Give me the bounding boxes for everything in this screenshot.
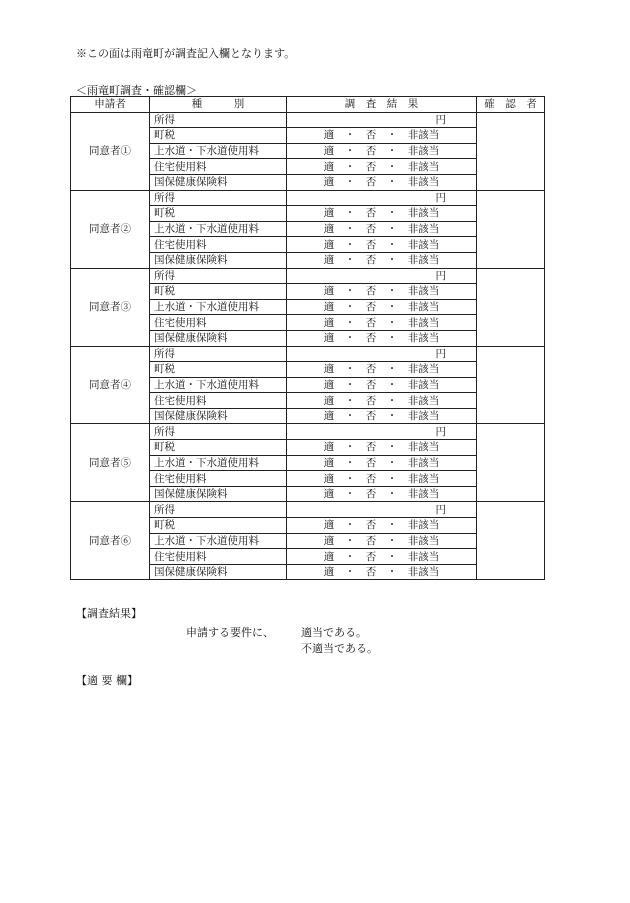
category-cell: 住宅使用料 — [150, 159, 287, 175]
header-applicant: 申請者 — [71, 97, 150, 113]
person-label: 同意者⑥ — [71, 502, 150, 580]
person-label: 同意者③ — [71, 268, 150, 346]
person-label: 同意者④ — [71, 346, 150, 424]
category-cell: 住宅使用料 — [150, 237, 287, 253]
header-category: 種 別 — [150, 97, 287, 113]
category-cell: 町税 — [150, 518, 287, 534]
result-choice-cell[interactable]: 適 ・ 否 ・ 非該当 — [287, 299, 477, 315]
category-cell: 上水道・下水道使用料 — [150, 455, 287, 471]
category-cell: 所得 — [150, 424, 287, 440]
category-cell: 国保健康保険料 — [150, 330, 287, 346]
result-choice-cell[interactable]: 適 ・ 否 ・ 非該当 — [287, 252, 477, 268]
category-cell: 町税 — [150, 284, 287, 300]
table-row — [71, 502, 545, 518]
result-choice-cell[interactable]: 適 ・ 否 ・ 非該当 — [287, 315, 477, 331]
header-result: 調 査 結 果 — [287, 97, 477, 113]
income-amount-field[interactable]: 円 — [287, 268, 477, 284]
category-cell: 上水道・下水道使用料 — [150, 377, 287, 393]
category-cell: 住宅使用料 — [150, 393, 287, 409]
category-cell: 所得 — [150, 502, 287, 518]
section-label: ＜雨竜町調査・確認欄＞ — [76, 84, 197, 97]
table-row — [71, 190, 545, 206]
category-cell: 住宅使用料 — [150, 471, 287, 487]
category-cell: 町税 — [150, 128, 287, 144]
result-choice-cell[interactable]: 適 ・ 否 ・ 非該当 — [287, 486, 477, 502]
survey-result-option-inappropriate[interactable]: 不適当である。 — [301, 642, 378, 655]
result-choice-cell[interactable]: 適 ・ 否 ・ 非該当 — [287, 221, 477, 237]
category-cell: 町税 — [150, 362, 287, 378]
form-note: ※この面は雨竜町が調査記入欄となります。 — [76, 47, 296, 60]
survey-table — [70, 96, 545, 580]
category-cell: 所得 — [150, 268, 287, 284]
confirmer-field[interactable] — [477, 112, 545, 190]
confirmer-field[interactable] — [477, 424, 545, 502]
income-amount-field[interactable]: 円 — [287, 502, 477, 518]
category-cell: 住宅使用料 — [150, 549, 287, 565]
result-choice-cell[interactable]: 適 ・ 否 ・ 非該当 — [287, 455, 477, 471]
confirmer-field[interactable] — [477, 268, 545, 346]
result-choice-cell[interactable]: 適 ・ 否 ・ 非該当 — [287, 128, 477, 144]
header-confirmer: 確 認 者 — [477, 97, 545, 113]
result-choice-cell[interactable]: 適 ・ 否 ・ 非該当 — [287, 237, 477, 253]
category-cell: 所得 — [150, 190, 287, 206]
result-choice-cell[interactable]: 適 ・ 否 ・ 非該当 — [287, 362, 477, 378]
category-cell: 国保健康保険料 — [150, 408, 287, 424]
income-amount-field[interactable]: 円 — [287, 112, 477, 128]
category-cell: 町税 — [150, 206, 287, 222]
income-amount-field[interactable]: 円 — [287, 346, 477, 362]
category-cell: 上水道・下水道使用料 — [150, 221, 287, 237]
survey-result-title: 【調査結果】 — [76, 607, 142, 620]
result-choice-cell[interactable]: 適 ・ 否 ・ 非該当 — [287, 377, 477, 393]
result-choice-cell[interactable]: 適 ・ 否 ・ 非該当 — [287, 174, 477, 190]
category-cell: 町税 — [150, 440, 287, 456]
category-cell: 所得 — [150, 346, 287, 362]
table-row — [71, 346, 545, 362]
result-choice-cell[interactable]: 適 ・ 否 ・ 非該当 — [287, 393, 477, 409]
survey-result-prefix: 申請する要件に、 — [186, 626, 274, 639]
category-cell: 住宅使用料 — [150, 315, 287, 331]
result-choice-cell[interactable]: 適 ・ 否 ・ 非該当 — [287, 549, 477, 565]
confirmer-field[interactable] — [477, 502, 545, 580]
result-choice-cell[interactable]: 適 ・ 否 ・ 非該当 — [287, 471, 477, 487]
result-choice-cell[interactable]: 適 ・ 否 ・ 非該当 — [287, 533, 477, 549]
table-row — [71, 112, 545, 128]
income-amount-field[interactable]: 円 — [287, 190, 477, 206]
category-cell: 国保健康保険料 — [150, 564, 287, 580]
category-cell: 国保健康保険料 — [150, 252, 287, 268]
result-choice-cell[interactable]: 適 ・ 否 ・ 非該当 — [287, 518, 477, 534]
result-choice-cell[interactable]: 適 ・ 否 ・ 非該当 — [287, 440, 477, 456]
category-cell: 国保健康保険料 — [150, 486, 287, 502]
person-label: 同意者⑤ — [71, 424, 150, 502]
table-row — [71, 424, 545, 440]
result-choice-cell[interactable]: 適 ・ 否 ・ 非該当 — [287, 284, 477, 300]
result-choice-cell[interactable]: 適 ・ 否 ・ 非該当 — [287, 408, 477, 424]
person-label: 同意者② — [71, 190, 150, 268]
confirmer-field[interactable] — [477, 190, 545, 268]
category-cell: 上水道・下水道使用料 — [150, 143, 287, 159]
result-choice-cell[interactable]: 適 ・ 否 ・ 非該当 — [287, 143, 477, 159]
category-cell: 国保健康保険料 — [150, 174, 287, 190]
table-row — [71, 268, 545, 284]
table-header-row — [71, 97, 545, 113]
income-amount-field[interactable]: 円 — [287, 424, 477, 440]
category-cell: 上水道・下水道使用料 — [150, 299, 287, 315]
survey-result-option-appropriate[interactable]: 適当である。 — [301, 626, 367, 639]
category-cell: 所得 — [150, 112, 287, 128]
result-choice-cell[interactable]: 適 ・ 否 ・ 非該当 — [287, 159, 477, 175]
result-choice-cell[interactable]: 適 ・ 否 ・ 非該当 — [287, 564, 477, 580]
confirmer-field[interactable] — [477, 346, 545, 424]
result-choice-cell[interactable]: 適 ・ 否 ・ 非該当 — [287, 206, 477, 222]
table-body — [71, 112, 545, 580]
summary-title: 【適 要 欄】 — [76, 674, 138, 687]
person-label: 同意者① — [71, 112, 150, 190]
category-cell: 上水道・下水道使用料 — [150, 533, 287, 549]
result-choice-cell[interactable]: 適 ・ 否 ・ 非該当 — [287, 330, 477, 346]
